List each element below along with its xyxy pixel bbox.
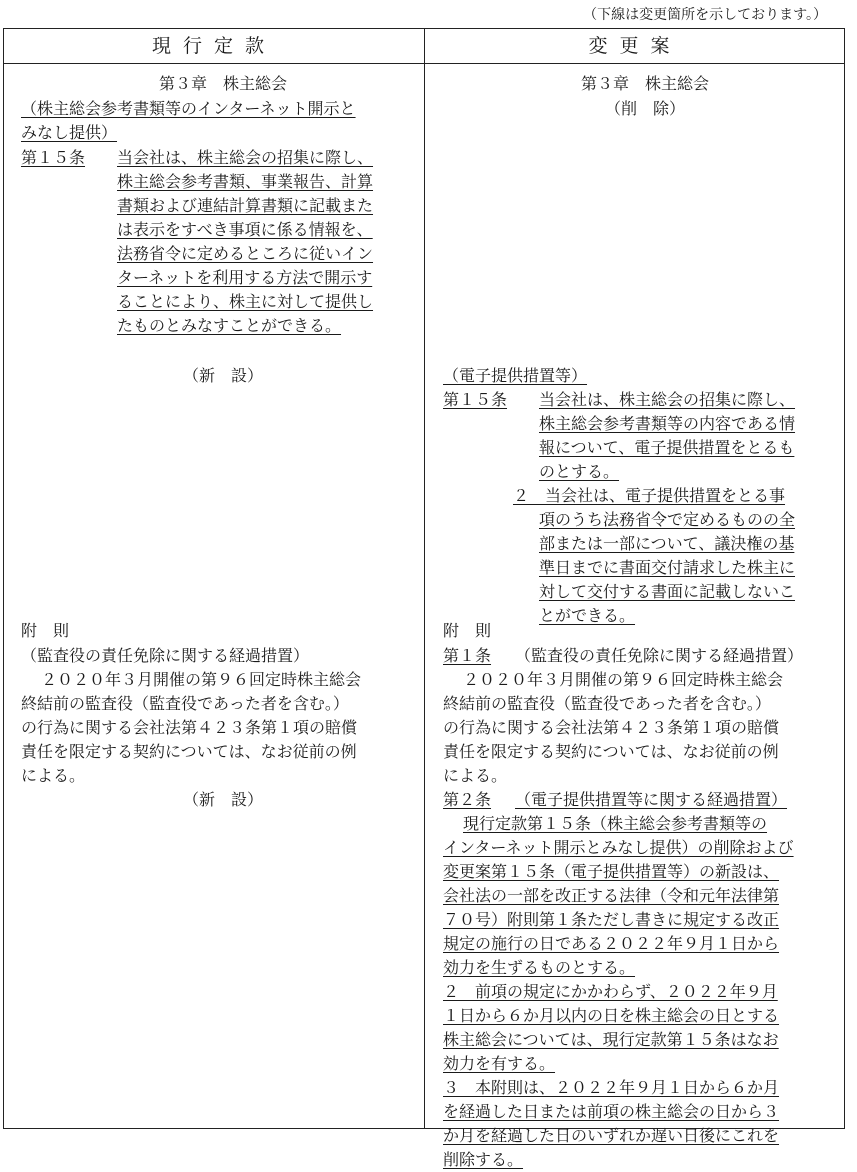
- article-text-line: 対して交付する書面に記載しないこ: [539, 582, 796, 601]
- article-caption: （株主総会参考書類等のインターネット開示と: [21, 99, 356, 118]
- supplementary-text-line: ２０２０年３月開催の第９６回定時株主総会: [463, 670, 784, 689]
- supplementary-text-line: ２ 前項の規定にかかわらず、２０２２年９月: [443, 982, 778, 1001]
- supplementary-text-line: 株主総会については、現行定款第１５条はなお: [443, 1030, 779, 1049]
- supplementary-text-line: の行為に関する会社法第４２３条第１項の賠償: [443, 718, 780, 737]
- current-articles-header: 現行定款: [151, 35, 276, 57]
- supplementary-text-line: 削除する。: [443, 1150, 524, 1169]
- article-text-line: 準日までに書面交付請求した株主に: [539, 558, 796, 577]
- article-text-line: 当会社は、株主総会の招集に際し、: [539, 390, 796, 409]
- article-text-line: ターネットを利用する方法で開示す: [117, 268, 373, 287]
- article-text-line: たものとみなすことができる。: [117, 316, 342, 335]
- supplementary-text-line: 変更案第１５条（電子提供措置等）の新設は、: [443, 862, 780, 881]
- article-text-line: 項のうち法務省令で定めるものの全: [539, 510, 796, 529]
- article-text-line: 書類および連結計算書類に記載また: [117, 196, 374, 215]
- article-text-line: 株主総会参考書類等の内容である情: [539, 414, 796, 433]
- supplementary-text-line: １日から６か月以内の日を株主総会の日とする: [443, 1006, 780, 1025]
- article-number: 第１５条: [443, 390, 508, 409]
- supplementary-text-line: 効力を有する。: [443, 1054, 556, 1073]
- new-provision-marker: （新 設）: [182, 790, 263, 809]
- supplementary-text-line: 終結前の監査役（監査役であった者を含む。）: [443, 694, 771, 713]
- article-caption: （電子提供措置等）: [443, 366, 588, 385]
- article-text-line: 当会社は、株主総会の招集に際し、: [117, 148, 374, 167]
- header-divider: [4, 63, 844, 64]
- supplementary-text-line: ３ 本附則は、２０２２年９月１日から６か月: [443, 1078, 780, 1097]
- article-text-line: 報について、電子提供措置をとるも: [539, 438, 795, 457]
- supplementary-caption: （監査役の責任免除に関する経過措置）: [515, 646, 804, 665]
- article-text-line: 株主総会参考書類、事業報告、計算: [117, 172, 374, 191]
- supplementary-text-line: 規定の施行の日である２０２２年９月１日から: [443, 934, 780, 953]
- article-text-line: 部または一部について、議決権の基: [539, 534, 795, 553]
- article-text-line: とができる。: [539, 606, 636, 625]
- supplementary-text-line: 終結前の監査役（監査役であった者を含む。）: [21, 694, 349, 713]
- chapter-heading: 第３章 株主総会: [158, 74, 287, 93]
- supplementary-text-line: ７０号）附則第１条ただし書きに規定する改正: [443, 910, 780, 929]
- supplementary-text-line: による。: [443, 766, 508, 785]
- supplementary-article-number: 第２条: [443, 790, 492, 809]
- supplementary-text-line: インターネット開示とみなし提供）の削除および: [443, 838, 794, 857]
- supplementary-heading: 附 則: [443, 621, 492, 640]
- article-text-line: は表示をすべき事項に係る情報を、: [117, 220, 373, 239]
- article-number: 第１５条: [21, 148, 86, 167]
- article-text-line: ることにより、株主に対して提供し: [117, 292, 374, 311]
- supplementary-text-line: ２０２０年３月開催の第９６回定時株主総会: [41, 670, 362, 689]
- supplementary-text-line: 効力を生ずるものとする。: [443, 958, 636, 977]
- chapter-heading: 第３章 株主総会: [580, 74, 709, 93]
- supplementary-article-number: 第１条: [443, 646, 492, 665]
- supplementary-caption: （電子提供措置等に関する経過措置）: [515, 790, 788, 809]
- supplementary-text-line: の行為に関する会社法第４２３条第１項の賠償: [21, 718, 358, 737]
- article-text-line: 法務省令に定めるところに従いイン: [117, 244, 374, 263]
- supplementary-caption: （監査役の責任免除に関する経過措置）: [21, 646, 310, 665]
- comparison-table: [3, 28, 845, 1169]
- supplementary-heading: 附 則: [21, 621, 70, 640]
- supplementary-text-line: 責任を限定する契約については、なお従前の例: [443, 742, 779, 761]
- deleted-marker: （削 除）: [604, 99, 685, 118]
- proposed-amendment-header: 変更案: [588, 35, 682, 57]
- change-note: （下線は変更箇所を示しております。）: [583, 7, 827, 23]
- article-text-line: のとする。: [539, 462, 620, 481]
- supplementary-text-line: による。: [21, 766, 86, 785]
- article-text-line: ２ 当会社は、電子提供措置をとる事: [513, 486, 786, 505]
- supplementary-text-line: を経過した日または前項の株主総会の日から３: [443, 1102, 780, 1121]
- supplementary-text-line: 現行定款第１５条（株主総会参考書類等の: [463, 814, 768, 833]
- supplementary-text-line: か月を経過した日のいずれか遅い日後にこれを: [443, 1126, 780, 1145]
- column-divider: [424, 29, 425, 1128]
- new-provision-marker: （新 設）: [182, 366, 263, 385]
- supplementary-text-line: 会社法の一部を改正する法律（令和元年法律第: [443, 886, 780, 905]
- article-caption-cont: みなし提供）: [21, 123, 118, 142]
- supplementary-text-line: 責任を限定する契約については、なお従前の例: [21, 742, 357, 761]
